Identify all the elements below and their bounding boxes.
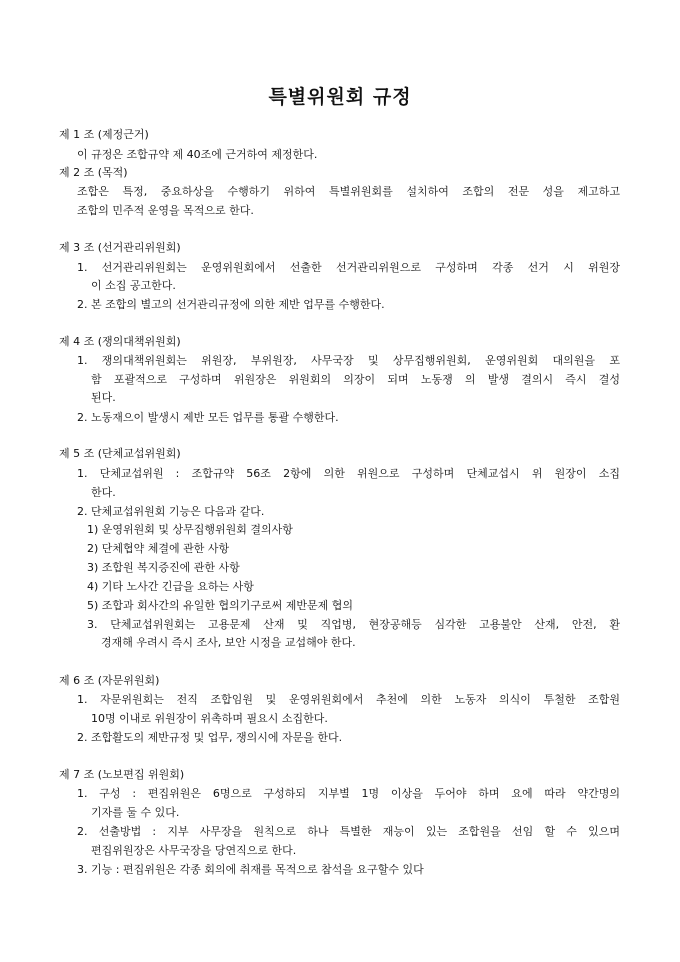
article-5-heading: 제 5 조 (단체교섭위원회) bbox=[59, 447, 181, 460]
article-5-item-1: 1. 단체교섭위원 : 조합규약 56조 2항에 의한 위원으로 구성하며 단체교섭시 위 원장이 소집 bbox=[77, 467, 620, 480]
article-3-item-2: 2. 본 조합의 별고의 선거관리규정에 의한 제반 업무를 수행한다. bbox=[77, 298, 385, 311]
article-5-subitem: 3) 조합원 복지증진에 관한 사항 bbox=[87, 561, 240, 574]
article-2-heading: 제 2 조 (목적) bbox=[59, 166, 128, 179]
article-4-item-1: 1. 쟁의대책위원회는 위원장, 부위원장, 사무국장 및 상무집행위원회, 운영위원회 대의원을 포 bbox=[77, 354, 620, 367]
article-5-item-3: 3. 단체교섭위원회는 고용문제 산재 및 직업병, 현장공해등 심각한 고용불안 산재, 안전, 환 bbox=[87, 618, 620, 631]
document-title: 특별위원회 규정 bbox=[268, 86, 412, 108]
article-5-item-1-cont: 한다. bbox=[91, 486, 116, 499]
article-6-item-2: 2. 조합활도의 제반규정 및 업무, 쟁의시에 자문을 한다. bbox=[77, 731, 343, 744]
article-4-item-1-cont: 함 포괄적으로 구성하며 위원장은 위원회의 의장이 되며 노동쟁 의 발생 결의시 즉시 결성 bbox=[91, 373, 620, 386]
article-2-body-line: 조합은 특정, 중요하상을 수행하기 위하여 특별위원회를 설치하여 조합의 전문 성을 제고하고 bbox=[77, 185, 620, 198]
article-7-item-2-cont: 편집위원장은 사무국장을 당연직으로 한다. bbox=[91, 844, 297, 857]
article-6-heading: 제 6 조 (자문위원회) bbox=[59, 674, 160, 687]
article-5-subitem: 5) 조합과 회사간의 유일한 협의기구로써 제반문제 협의 bbox=[87, 599, 354, 612]
article-1-heading: 제 1 조 (제정근거) bbox=[59, 128, 149, 141]
article-3-item-1: 1. 선거관리위원회는 운영위원회에서 선출한 선거관리위원으로 구성하며 각종 선거 시 위원장 bbox=[77, 261, 620, 274]
article-7-heading: 제 7 조 (노보편집 위원회) bbox=[59, 768, 185, 781]
article-7-item-2: 2. 선출방법 : 지부 사무장을 원칙으로 하나 특별한 재능이 있는 조합원을 선임 할 수 있으며 bbox=[77, 825, 620, 838]
article-5-subitem: 2) 단체협약 체결에 관한 사항 bbox=[87, 542, 230, 555]
article-6-item-1: 1. 자문위원회는 전직 조합임원 및 운영위원회에서 추천에 의한 노동자 의식이 투철한 조합원 bbox=[77, 693, 620, 706]
article-4-item-1-cont: 된다. bbox=[91, 391, 116, 404]
article-2-body-line: 조합의 민주적 운영을 목적으로 한다. bbox=[77, 204, 254, 217]
article-7-item-1: 1. 구성 : 편집위원은 6명으로 구성하되 지부별 1명 이상을 두어야 하며 요에 따라 약간명의 bbox=[77, 787, 620, 800]
article-1-body: 이 규정은 조합규약 제 40조에 근거하여 제정한다. bbox=[77, 148, 318, 161]
article-5-item-3-cont: 경재해 우려시 즉시 조사, 보안 시정을 교섭해야 한다. bbox=[101, 636, 356, 649]
article-5-item-2: 2. 단체교섭위원회 기능은 다음과 같다. bbox=[77, 505, 265, 518]
article-5-subitem: 4) 기타 노사간 긴급을 요하는 사항 bbox=[87, 580, 254, 593]
article-7-item-3: 3. 기능 : 편집위원은 각종 회의에 취재를 목적으로 참석을 요구할수 있다 bbox=[77, 863, 424, 876]
article-4-item-2: 2. 노동재으이 발생시 제반 모든 업무를 통괄 수행한다. bbox=[77, 411, 339, 424]
article-7-item-1-cont: 기자를 둘 수 있다. bbox=[91, 806, 180, 819]
article-3-heading: 제 3 조 (선거관리위원회) bbox=[59, 241, 181, 254]
article-4-heading: 제 4 조 (쟁의대책위원회) bbox=[59, 335, 181, 348]
article-6-item-1-cont: 10명 이내로 위원장이 위촉하며 필요시 소집한다. bbox=[91, 712, 328, 725]
article-3-item-1-cont: 이 소집 공고한다. bbox=[91, 279, 176, 292]
article-5-subitem: 1) 운영위원회 및 상무집행위원회 결의사항 bbox=[87, 523, 293, 536]
